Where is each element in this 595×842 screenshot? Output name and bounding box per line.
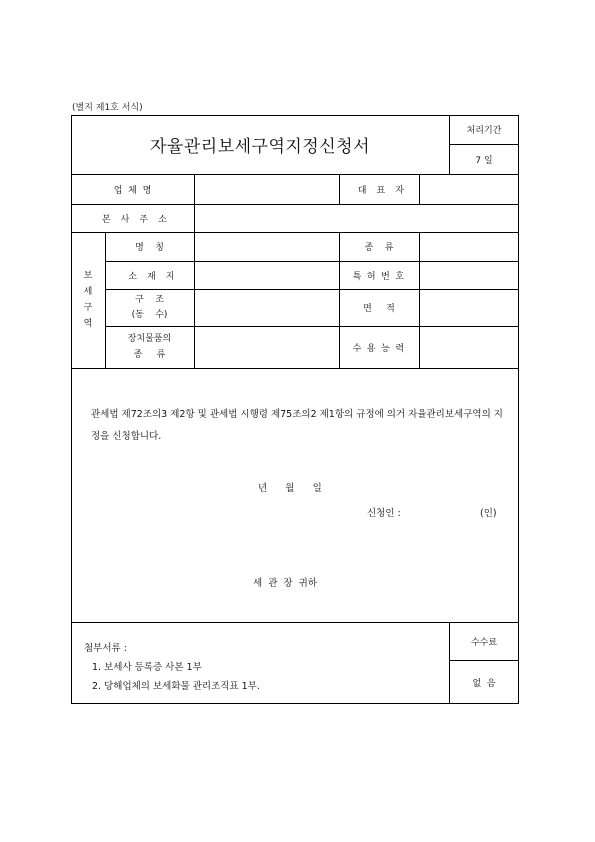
date-line: 년 월 일 [258, 483, 322, 494]
stored-goods-label [105, 326, 194, 368]
company-name-label: 업 체 명 [113, 185, 152, 196]
attachment-item: 2. 당해업체의 보세화물 관리조직표 1부. [92, 681, 260, 692]
attachments-title: 첨부서류 : [84, 643, 127, 654]
zone-structure-label [105, 289, 194, 326]
zone-type-label: 종 류 [364, 243, 394, 253]
head-office-field[interactable] [195, 205, 518, 231]
zone-name-label: 명 칭 [135, 243, 164, 253]
fee-value: 없 음 [472, 678, 496, 689]
processing-period-value: 7 일 [475, 155, 493, 166]
zone-location-label: 소 재 지 [128, 271, 178, 282]
zone-location-field[interactable] [195, 262, 338, 288]
capacity-field[interactable] [420, 327, 518, 367]
attachment-item: 1. 보세사 등록증 사본 1부 [92, 662, 202, 673]
addressee: 세 관 장 귀하 [253, 578, 318, 589]
capacity-label: 수 용 능 력 [352, 343, 406, 354]
area-label: 면 적 [363, 304, 395, 314]
patent-number-field[interactable] [420, 262, 518, 288]
stored-goods-field[interactable] [195, 327, 338, 367]
representative-field[interactable] [420, 175, 518, 203]
processing-period-label: 처리기간 [466, 126, 502, 136]
divider [71, 368, 519, 369]
form-number-label: (별지 제1호 서식) [72, 103, 143, 113]
head-office-label: 본 사 주 소 [101, 214, 171, 225]
side-char: 구 [83, 303, 93, 313]
structure-line: (동 수) [131, 309, 168, 320]
side-char: 세 [83, 287, 93, 297]
goods-line: 종 류 [133, 350, 166, 360]
structure-line: 구 조 [135, 294, 164, 305]
side-char: 역 [83, 319, 93, 329]
zone-name-field[interactable] [195, 233, 338, 260]
applicant-field[interactable] [410, 503, 476, 519]
representative-label: 대 표 자 [357, 185, 408, 196]
zone-structure-field[interactable] [195, 290, 338, 325]
side-char: 보 [83, 271, 93, 281]
fee-label: 수수료 [470, 637, 498, 648]
bonded-zone-label [71, 232, 105, 368]
goods-line: 장치물품의 [127, 334, 172, 344]
form-title: 자율관리보세구역지정신청서 [150, 137, 370, 157]
applicant-label: 신청인 : [367, 508, 401, 519]
zone-type-field[interactable] [420, 233, 518, 260]
application-statement: 관세법 제72조의3 제2항 및 관세법 시행령 제75조의2 제1항의 규정에 의거 자율관리보세구역의 지정을 신청합니다. [91, 409, 503, 442]
area-field[interactable] [420, 290, 518, 325]
patent-number-label: 특 허 번 호 [352, 271, 406, 282]
seal-mark: (인) [480, 508, 497, 519]
company-name-field[interactable] [195, 175, 338, 203]
